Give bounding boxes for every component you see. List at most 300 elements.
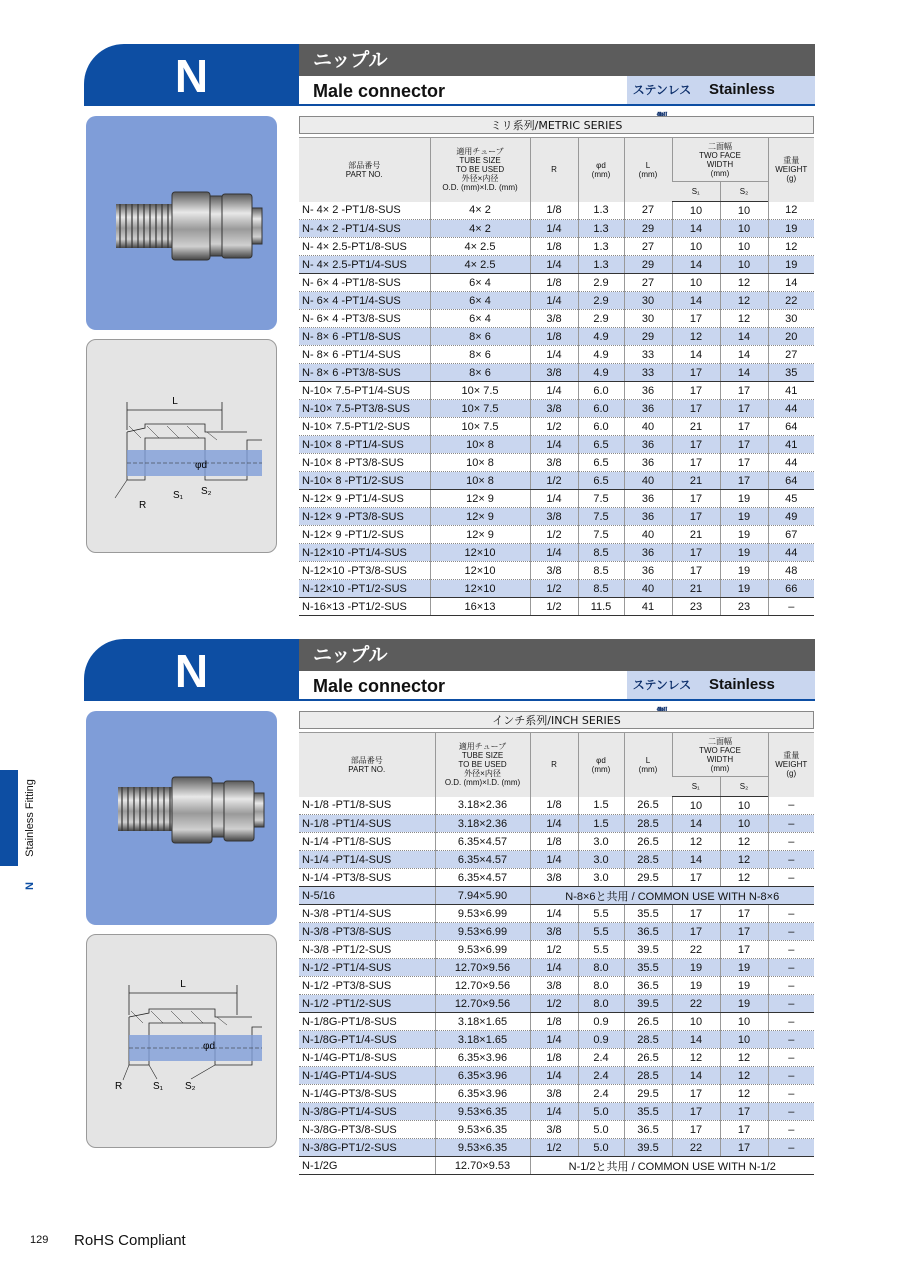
table-cell: 1/8 [530, 238, 578, 256]
table-cell: – [768, 815, 814, 833]
table-cell: 17 [672, 454, 720, 472]
table-cell: – [768, 1013, 814, 1031]
table-cell: 1/8 [530, 797, 578, 815]
table-row [299, 346, 814, 364]
table-cell: 12 [720, 1049, 768, 1067]
product-title-en: Male connector [299, 671, 627, 701]
table-cell: 10 [672, 238, 720, 256]
table-cell: 27 [624, 274, 672, 292]
table-cell: 17 [720, 1103, 768, 1121]
table-cell: 8× 6 [430, 328, 530, 346]
table-cell: 1/4 [530, 851, 578, 869]
table-cell: 40 [624, 472, 672, 490]
table-cell: 8× 6 [430, 346, 530, 364]
table-cell: 10 [672, 202, 720, 220]
table-cell: – [768, 959, 814, 977]
table-cell: 19 [768, 256, 814, 274]
table-cell: 1/2 [530, 580, 578, 598]
table-cell: 17 [720, 472, 768, 490]
table-cell: 41 [768, 382, 814, 400]
table-cell: 12 [720, 1085, 768, 1103]
table-cell: 39.5 [624, 995, 672, 1013]
table-row [299, 887, 814, 905]
table-cell: 1.3 [578, 256, 624, 274]
table-cell: 19 [672, 977, 720, 995]
table-cell: 5.5 [578, 905, 624, 923]
table-cell: 1/4 [530, 346, 578, 364]
table-cell: 17 [720, 418, 768, 436]
table-cell: 30 [624, 292, 672, 310]
table-cell: 1/2 [530, 995, 578, 1013]
col-tube-size: 適用チューブ TUBE SIZE TO BE USED 外径×内径 O.D. (mm)×I.D. (mm) [430, 138, 530, 202]
table-cell: 17 [720, 436, 768, 454]
dim-phid-label: φd [195, 460, 208, 471]
table-cell: – [768, 1139, 814, 1157]
table-cell: 22 [768, 292, 814, 310]
table-cell: 28.5 [624, 851, 672, 869]
table-cell: 36 [624, 562, 672, 580]
table-row [299, 869, 814, 887]
table-cell: 12× 9 [430, 490, 530, 508]
dimension-drawing [86, 934, 277, 1148]
part-no-cell: N-1/2 -PT3/8-SUS [299, 977, 435, 995]
dim-r-label: R [139, 500, 147, 511]
table-cell: 7.5 [578, 490, 624, 508]
table-cell: 10 [720, 202, 768, 220]
table-cell: 8.0 [578, 977, 624, 995]
table-cell: 19 [720, 580, 768, 598]
table-cell: – [768, 1031, 814, 1049]
cross-section-diagram [87, 935, 277, 1148]
table-cell: 5.0 [578, 1121, 624, 1139]
part-no-cell: N-1/2 -PT1/4-SUS [299, 959, 435, 977]
table-cell: 41 [624, 598, 672, 616]
table-cell: 30 [768, 310, 814, 328]
table-cell: 6.35×3.96 [435, 1067, 530, 1085]
col-s1: S₁ [672, 182, 720, 202]
table-cell: 1/2 [530, 472, 578, 490]
table-cell: – [768, 1049, 814, 1067]
table-cell: 4× 2.5 [430, 256, 530, 274]
table-cell: 2.4 [578, 1067, 624, 1085]
table-cell: – [768, 1121, 814, 1139]
table-cell: 36 [624, 436, 672, 454]
table-cell: 3/8 [530, 508, 578, 526]
table-cell: 6× 4 [430, 310, 530, 328]
table-cell: 30 [624, 310, 672, 328]
table-cell: – [768, 1067, 814, 1085]
part-no-cell: N- 6× 4 -PT1/4-SUS [299, 292, 430, 310]
table-cell: 17 [672, 490, 720, 508]
table-cell: 26.5 [624, 833, 672, 851]
table-cell: 7.5 [578, 526, 624, 544]
table-cell: – [768, 1103, 814, 1121]
table-cell: 36.5 [624, 923, 672, 941]
dim-s1-label: S₁ [173, 490, 184, 501]
col-l: L (mm) [624, 733, 672, 797]
table-cell: 10× 8 [430, 436, 530, 454]
part-no-cell: N-10× 7.5-PT1/2-SUS [299, 418, 430, 436]
table-cell: 7.94×5.90 [435, 887, 530, 905]
table-cell: 6.35×3.96 [435, 1049, 530, 1067]
table-cell: 9.53×6.99 [435, 941, 530, 959]
table-cell: 1/4 [530, 1103, 578, 1121]
table-cell: 8.5 [578, 562, 624, 580]
table-cell: 3.0 [578, 851, 624, 869]
table-cell: 1/4 [530, 436, 578, 454]
part-no-cell: N-12× 9 -PT3/8-SUS [299, 508, 430, 526]
table-cell: 1/4 [530, 959, 578, 977]
col-l: L (mm) [624, 138, 672, 202]
table-cell: 16×13 [430, 598, 530, 616]
part-no-cell: N-10× 7.5-PT3/8-SUS [299, 400, 430, 418]
table-cell: 12 [720, 851, 768, 869]
table-cell: 17 [720, 1139, 768, 1157]
table-cell: 45 [768, 490, 814, 508]
table-cell: 19 [720, 562, 768, 580]
col-r: R [530, 733, 578, 797]
dim-l-label: L [180, 979, 186, 990]
table-cell: 12×10 [430, 544, 530, 562]
table-cell: 17 [672, 905, 720, 923]
table-cell: 12 [720, 833, 768, 851]
table-cell: 36 [624, 490, 672, 508]
part-no-cell: N-1/4G-PT1/4-SUS [299, 1067, 435, 1085]
table-cell: 10 [720, 1013, 768, 1031]
table-cell: 21 [672, 472, 720, 490]
table-cell: 12 [768, 238, 814, 256]
material-en: Stainless [697, 76, 815, 106]
table-cell: 3.18×1.65 [435, 1013, 530, 1031]
dim-l-label: L [172, 396, 178, 407]
table-cell: 17 [672, 544, 720, 562]
table-cell: 12 [720, 1067, 768, 1085]
table-cell: 19 [768, 220, 814, 238]
table-cell: 10× 7.5 [430, 418, 530, 436]
table-cell: 10× 8 [430, 472, 530, 490]
table-cell: 1/2 [530, 526, 578, 544]
table-cell: 3.18×2.36 [435, 815, 530, 833]
table-cell: 17 [672, 923, 720, 941]
dim-phid-label: φd [203, 1041, 216, 1052]
table-cell: 6.5 [578, 472, 624, 490]
col-weight: 重量 WEIGHT (g) [768, 138, 814, 202]
table-cell: 3/8 [530, 454, 578, 472]
table-cell: 39.5 [624, 1139, 672, 1157]
table-cell: 39.5 [624, 941, 672, 959]
table-cell: 1/4 [530, 544, 578, 562]
part-no-cell: N-12×10 -PT1/4-SUS [299, 544, 430, 562]
table-cell: 17 [672, 364, 720, 382]
table-cell: 1/8 [530, 833, 578, 851]
table-cell: 6.0 [578, 418, 624, 436]
table-cell: 35.5 [624, 905, 672, 923]
table-cell: 9.53×6.35 [435, 1139, 530, 1157]
table-cell: 7.5 [578, 508, 624, 526]
table-cell: 5.0 [578, 1139, 624, 1157]
table-cell: 4× 2.5 [430, 238, 530, 256]
table-cell: 10× 8 [430, 454, 530, 472]
table-row [299, 833, 814, 851]
table-row [299, 256, 814, 274]
table-cell: 36 [624, 382, 672, 400]
table-cell: 3.18×2.36 [435, 797, 530, 815]
part-no-cell: N- 8× 6 -PT1/8-SUS [299, 328, 430, 346]
table-cell: 44 [768, 454, 814, 472]
series-label: インチ系列/INCH SERIES [299, 711, 814, 729]
table-cell: 3.0 [578, 869, 624, 887]
table-cell: 28.5 [624, 815, 672, 833]
dim-s1-label: S₁ [153, 1081, 164, 1092]
table-cell: 10 [720, 815, 768, 833]
part-no-cell: N-10× 8 -PT3/8-SUS [299, 454, 430, 472]
table-cell: 66 [768, 580, 814, 598]
table-cell: 19 [720, 526, 768, 544]
table-row [299, 400, 814, 418]
part-no-cell: N-12×10 -PT3/8-SUS [299, 562, 430, 580]
table-cell: 21 [672, 526, 720, 544]
table-row [299, 1085, 814, 1103]
table-row [299, 526, 814, 544]
table-cell: 12 [720, 310, 768, 328]
col-tube-size: 適用チューブ TUBE SIZE TO BE USED 外径×内径 O.D. (mm)×I.D. (mm) [435, 733, 530, 797]
table-row [299, 508, 814, 526]
table-cell: – [768, 905, 814, 923]
part-no-cell: N-1/8G-PT1/4-SUS [299, 1031, 435, 1049]
part-no-cell: N-3/8G-PT3/8-SUS [299, 1121, 435, 1139]
table-cell: 10 [720, 1031, 768, 1049]
table-row [299, 382, 814, 400]
table-cell: 9.53×6.35 [435, 1121, 530, 1139]
table-cell: 10 [720, 238, 768, 256]
table-cell: 14 [672, 1031, 720, 1049]
table-cell: 1.3 [578, 202, 624, 220]
col-phid: φd (mm) [578, 138, 624, 202]
spec-table-metric [299, 137, 814, 616]
table-cell: 10 [720, 256, 768, 274]
table-cell: 48 [768, 562, 814, 580]
table-cell: 33 [624, 364, 672, 382]
table-row [299, 1157, 814, 1175]
series-letter: N [84, 639, 299, 701]
table-row [299, 923, 814, 941]
table-cell: 19 [720, 508, 768, 526]
table-row [299, 274, 814, 292]
table-cell: 29.5 [624, 1085, 672, 1103]
table-row [299, 1013, 814, 1031]
table-cell: 17 [720, 941, 768, 959]
table-cell: 1/8 [530, 1049, 578, 1067]
part-no-cell: N- 8× 6 -PT1/4-SUS [299, 346, 430, 364]
table-cell: 23 [672, 598, 720, 616]
table-cell: 41 [768, 436, 814, 454]
table-cell: 26.5 [624, 1013, 672, 1031]
part-no-cell: N-3/8G-PT1/2-SUS [299, 1139, 435, 1157]
table-cell: 10 [672, 274, 720, 292]
table-cell: 28.5 [624, 1031, 672, 1049]
material-en: Stainless [697, 671, 815, 701]
table-row [299, 220, 814, 238]
part-no-cell: N-1/8 -PT1/4-SUS [299, 815, 435, 833]
table-cell: 44 [768, 400, 814, 418]
part-no-cell: N-12× 9 -PT1/2-SUS [299, 526, 430, 544]
table-cell: 3/8 [530, 1085, 578, 1103]
table-row [299, 292, 814, 310]
table-cell: 9.53×6.99 [435, 905, 530, 923]
part-no-cell: N- 8× 6 -PT3/8-SUS [299, 364, 430, 382]
table-cell: 4.9 [578, 346, 624, 364]
table-cell: 11.5 [578, 598, 624, 616]
table-cell: 4× 2 [430, 202, 530, 220]
table-cell: 21 [672, 580, 720, 598]
table-cell: 10× 7.5 [430, 382, 530, 400]
table-cell: 14 [672, 1067, 720, 1085]
table-row [299, 941, 814, 959]
table-row [299, 202, 814, 220]
table-row [299, 364, 814, 382]
table-row [299, 1103, 814, 1121]
dim-s2-label: S₂ [185, 1081, 196, 1092]
table-cell: 1/8 [530, 274, 578, 292]
table-cell: 28.5 [624, 1067, 672, 1085]
part-no-cell: N- 4× 2.5-PT1/8-SUS [299, 238, 430, 256]
product-photo [86, 711, 277, 925]
table-cell: 12.70×9.56 [435, 959, 530, 977]
part-no-cell: N-1/4G-PT3/8-SUS [299, 1085, 435, 1103]
table-cell: 12× 9 [430, 508, 530, 526]
table-cell: 33 [624, 346, 672, 364]
table-cell: 10 [720, 797, 768, 815]
table-cell: 14 [768, 274, 814, 292]
table-cell: 29 [624, 328, 672, 346]
table-cell: 2.4 [578, 1085, 624, 1103]
rohs-label: RoHS Compliant [74, 1232, 186, 1249]
table-cell: 26.5 [624, 797, 672, 815]
table-cell: 3/8 [530, 977, 578, 995]
sidebar-label: Stainless Fitting [24, 779, 36, 857]
dim-r-label: R [115, 1081, 123, 1092]
dimension-drawing [86, 339, 277, 553]
table-cell: 17 [672, 310, 720, 328]
table-cell: – [768, 833, 814, 851]
table-cell: 12 [672, 1049, 720, 1067]
table-cell: 12× 9 [430, 526, 530, 544]
table-cell: 36.5 [624, 1121, 672, 1139]
table-cell: 12×10 [430, 562, 530, 580]
table-cell: N-1/2と共用 / COMMON USE WITH N-1/2 [530, 1157, 814, 1175]
sidebar-tab [0, 770, 18, 866]
part-no-cell: N-1/4 -PT3/8-SUS [299, 869, 435, 887]
part-no-cell: N- 4× 2 -PT1/8-SUS [299, 202, 430, 220]
table-row [299, 310, 814, 328]
material-jp: ステンレス [627, 76, 697, 106]
table-cell: 17 [720, 1121, 768, 1139]
table-row [299, 1067, 814, 1085]
table-cell: 17 [720, 454, 768, 472]
table-row [299, 544, 814, 562]
product-photo [86, 116, 277, 330]
male-connector-photo [86, 711, 277, 925]
table-cell: 12 [720, 292, 768, 310]
table-cell: – [768, 977, 814, 995]
table-cell: 36 [624, 544, 672, 562]
part-no-cell: N-16×13 -PT1/2-SUS [299, 598, 430, 616]
table-cell: 29 [624, 220, 672, 238]
table-cell: 27 [624, 202, 672, 220]
table-cell: 6.35×4.57 [435, 869, 530, 887]
table-cell: 6× 4 [430, 274, 530, 292]
table-cell: 5.0 [578, 1103, 624, 1121]
table-cell: 36 [624, 508, 672, 526]
part-no-cell: N-12× 9 -PT1/4-SUS [299, 490, 430, 508]
table-cell: 1/2 [530, 941, 578, 959]
part-no-cell: N-1/8 -PT1/8-SUS [299, 797, 435, 815]
part-no-cell: N-3/8 -PT1/4-SUS [299, 905, 435, 923]
table-cell: 14 [672, 220, 720, 238]
table-cell: 64 [768, 472, 814, 490]
table-row [299, 1031, 814, 1049]
table-cell: 1/8 [530, 328, 578, 346]
part-no-cell: N- 4× 2.5-PT1/4-SUS [299, 256, 430, 274]
material-jp: ステンレス [627, 671, 697, 701]
table-cell: 3/8 [530, 400, 578, 418]
table-cell: 17 [672, 1085, 720, 1103]
table-cell: 3/8 [530, 869, 578, 887]
table-cell: 12 [672, 328, 720, 346]
part-no-cell: N-3/8 -PT3/8-SUS [299, 923, 435, 941]
table-row [299, 995, 814, 1013]
col-r: R [530, 138, 578, 202]
table-cell: 29 [624, 256, 672, 274]
table-cell: 12 [672, 833, 720, 851]
table-cell: 1.5 [578, 797, 624, 815]
male-connector-photo [86, 116, 277, 330]
table-row [299, 454, 814, 472]
table-row [299, 580, 814, 598]
table-cell: 17 [672, 400, 720, 418]
part-no-cell: N-3/8G-PT1/4-SUS [299, 1103, 435, 1121]
table-cell: 17 [720, 382, 768, 400]
table-cell: 1/8 [530, 1013, 578, 1031]
table-cell: 10 [672, 1013, 720, 1031]
part-no-cell: N- 6× 4 -PT3/8-SUS [299, 310, 430, 328]
table-cell: 0.9 [578, 1031, 624, 1049]
table-cell: 14 [720, 328, 768, 346]
col-part-no: 部品番号 PART NO. [299, 733, 435, 797]
table-cell: 3/8 [530, 310, 578, 328]
table-cell: 6× 4 [430, 292, 530, 310]
table-cell: 19 [720, 490, 768, 508]
table-cell: 40 [624, 418, 672, 436]
col-two-face-width: 二面幅 TWO FACE WIDTH (mm) [672, 138, 768, 182]
table-cell: 35 [768, 364, 814, 382]
table-cell: 5.5 [578, 941, 624, 959]
table-cell: 6.5 [578, 436, 624, 454]
table-cell: 1/4 [530, 220, 578, 238]
table-cell: 1/4 [530, 1067, 578, 1085]
table-cell: 5.5 [578, 923, 624, 941]
table-cell: 1/2 [530, 418, 578, 436]
table-cell: 6.35×4.57 [435, 833, 530, 851]
col-s2: S₂ [720, 777, 768, 797]
table-cell: 19 [720, 959, 768, 977]
table-row [299, 1139, 814, 1157]
table-cell: 10 [672, 797, 720, 815]
part-no-cell: N- 6× 4 -PT1/8-SUS [299, 274, 430, 292]
table-cell: 9.53×6.35 [435, 1103, 530, 1121]
part-no-cell: N-12×10 -PT1/2-SUS [299, 580, 430, 598]
table-cell: 22 [672, 995, 720, 1013]
